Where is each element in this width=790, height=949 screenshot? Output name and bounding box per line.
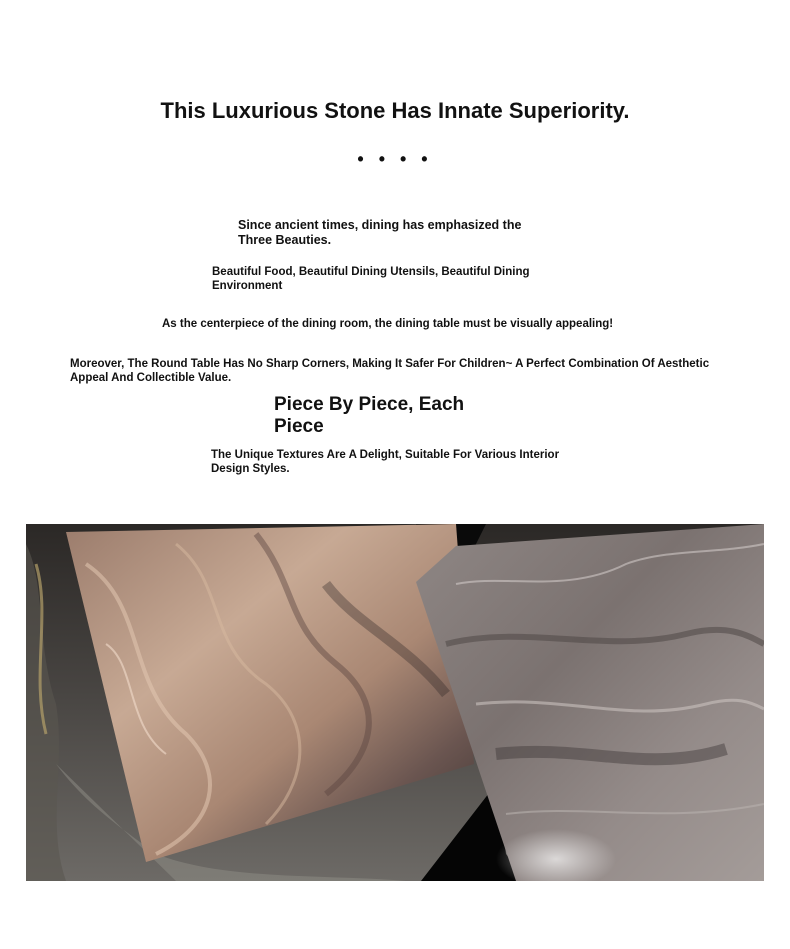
round-table-paragraph: Moreover, The Round Table Has No Sharp Corners, Making It Safer For Children~ A Perfect Combination Of Aesthetic Appeal And Collectible Value. bbox=[70, 358, 710, 384]
page-title: This Luxurious Stone Has Innate Superiority. bbox=[160, 98, 630, 123]
marble-slabs-photo bbox=[26, 524, 764, 881]
three-beauties-paragraph: Beautiful Food, Beautiful Dining Utensils, Beautiful Dining Environment bbox=[212, 266, 530, 292]
marble-slabs-illustration bbox=[26, 524, 764, 881]
intro-paragraph: Since ancient times, dining has emphasized the Three Beauties. bbox=[238, 218, 522, 247]
section-subheading: Piece By Piece, Each Piece bbox=[274, 394, 465, 437]
divider-dots: • • • • bbox=[357, 149, 433, 169]
centerpiece-paragraph: As the centerpiece of the dining room, the dining table must be visually appealing! bbox=[162, 318, 614, 330]
textures-caption: The Unique Textures Are A Delight, Suitable For Various Interior Design Styles. bbox=[211, 449, 560, 475]
